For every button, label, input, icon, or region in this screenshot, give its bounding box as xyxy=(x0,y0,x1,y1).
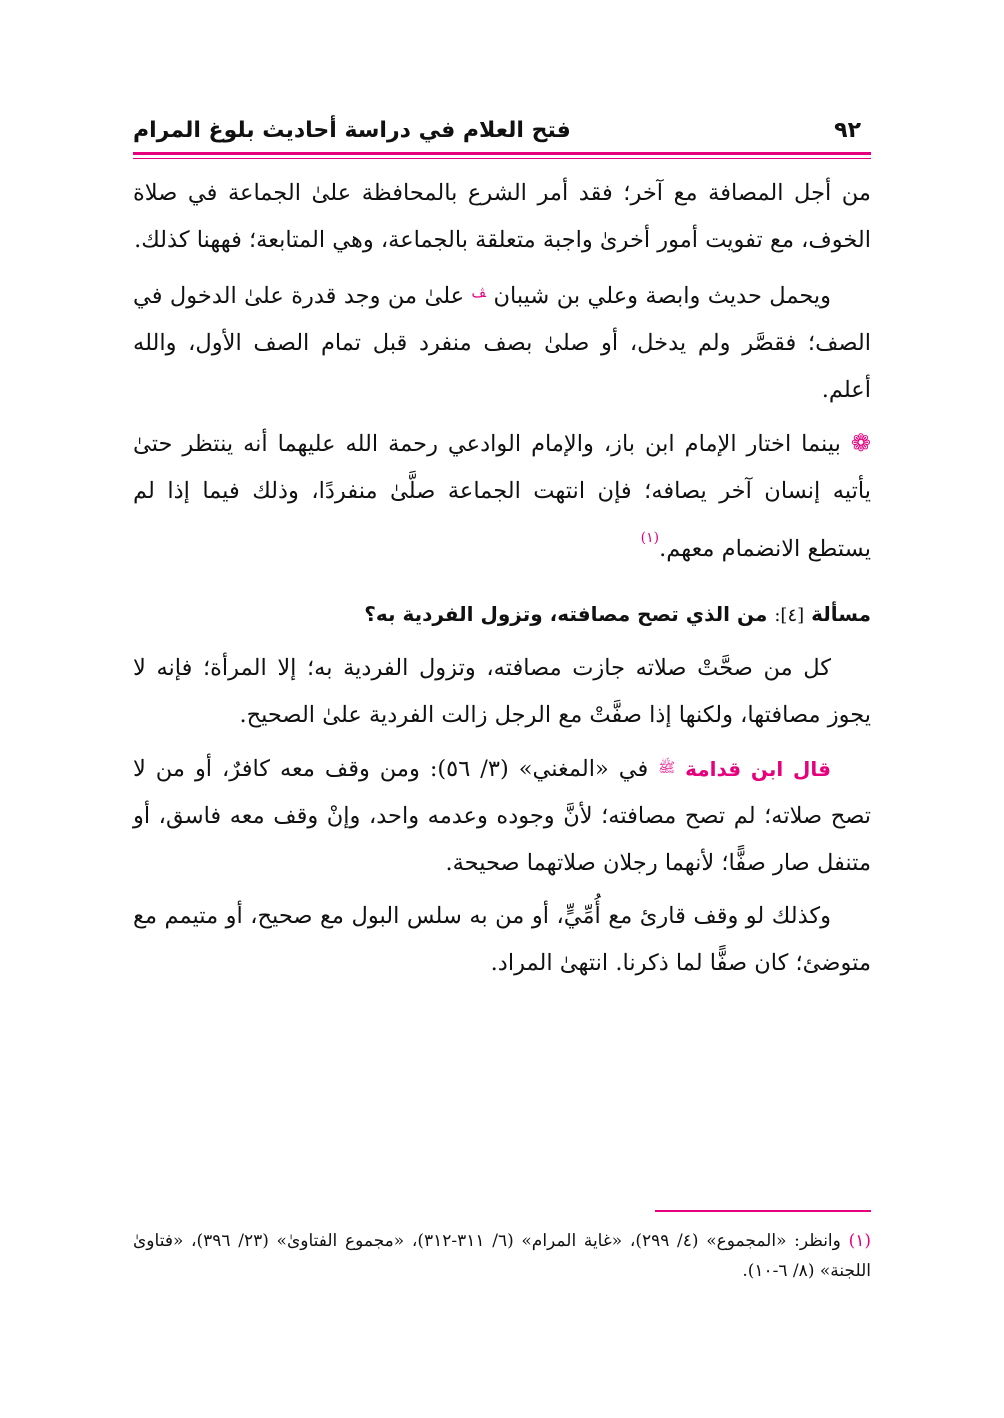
footnote-ref[interactable]: (١) xyxy=(640,530,660,546)
paragraph-2 xyxy=(133,270,871,414)
page-number: ٩٢ xyxy=(834,118,861,143)
quoted-scholar: قال ابن قدامة xyxy=(685,757,832,781)
main-text xyxy=(133,170,871,987)
quote-text: ومن وقف معه كافرٌ، أو من لا تصح صلاته؛ لم تصح مصافته؛ لأنَّ وجوده وعدمه واحد، وإنْ وقف معه فاسق، أو متنفل صار صفًّا؛ لأنهما رجلان صلاتهما صحيحة. xyxy=(133,756,871,876)
honorific-symbol: ﷺ xyxy=(658,760,676,776)
quote-in: في xyxy=(618,756,649,782)
footnote-number: (١) xyxy=(848,1231,871,1251)
paragraph-3-text: بينما اختار الإمام ابن باز، والإمام الوادعي رحمة الله عليهما أنه ينتظر حتىٰ يأتيه إنسان آخر يصافه؛ فإن انتهت الجماعة صلَّىٰ منفردًا، وذلك فيما إذا لم يستطع الانضمام معهم. xyxy=(133,431,871,562)
header-rule-thick xyxy=(133,152,871,155)
running-title: فتح العلام في دراسة أحاديث بلوغ المرام xyxy=(133,118,571,143)
book-page xyxy=(133,0,871,1418)
issue-heading xyxy=(133,591,871,639)
book-reference: (٣/ ٥٦): xyxy=(429,756,509,782)
header-rule-thin xyxy=(133,158,871,159)
paragraph-6: وكذلك لو وقف قارئ مع أُمِّيٍّ، أو من به سلس البول مع صحيح، أو متيمم مع متوضئ؛ كان صفًّا لما ذكرنا. انتهىٰ المراد. xyxy=(133,903,871,976)
flower-ornament-icon: ❁ xyxy=(850,429,871,457)
footnote-text: وانظر: «المجموع» (٤/ ٢٩٩)، «غاية المرام» (٦/ ٣١١-٣١٢)، «مجموع الفتاوىٰ» (٢٣/ ٣٩٦)، «فتاوىٰ اللجنة» (٨/ ٦-١٠). xyxy=(133,1231,871,1281)
paragraph-2-start: ويحمل حديث وابصة وعلي بن شيبان xyxy=(493,283,832,309)
footnote-1 xyxy=(133,1226,871,1286)
footnote-separator xyxy=(655,1210,871,1212)
paragraph-5 xyxy=(133,745,871,887)
paragraph-2-end: علىٰ من وجد قدرة علىٰ الدخول في الصف؛ فقصَّر ولم يدخل، أو صلىٰ بصف منفرد قبل تمام الصف الأول، والله أعلم. xyxy=(133,283,871,403)
paragraph-1: من أجل المصافة مع آخر؛ فقد أمر الشرع بالمحافظة علىٰ الجماعة في صلاة الخوف، مع تفويت أمور أخرىٰ واجبة متعلقة بالجماعة، وهي المتابعة؛ فههنا كذلك. xyxy=(133,180,871,253)
paragraph-3 xyxy=(133,420,871,573)
issue-prefix: مسألة xyxy=(811,602,871,626)
paragraph-4: كل من صحَّتْ صلاته جازت مصافته، وتزول الفردية به؛ إلا المرأة؛ فإنه لا يجوز مصافتها، ولكنها إذا صفَّتْ مع الرجل زالت الفردية علىٰ الصحيح. xyxy=(133,655,871,728)
page-header xyxy=(133,112,871,152)
issue-number: [٤]: xyxy=(774,605,805,626)
footnotes xyxy=(133,1226,871,1286)
book-title: «المغني» xyxy=(518,756,609,782)
salawat-symbol: ﭫ xyxy=(471,285,487,301)
issue-title: من الذي تصح مصافته، وتزول الفردية به؟ xyxy=(364,602,768,626)
